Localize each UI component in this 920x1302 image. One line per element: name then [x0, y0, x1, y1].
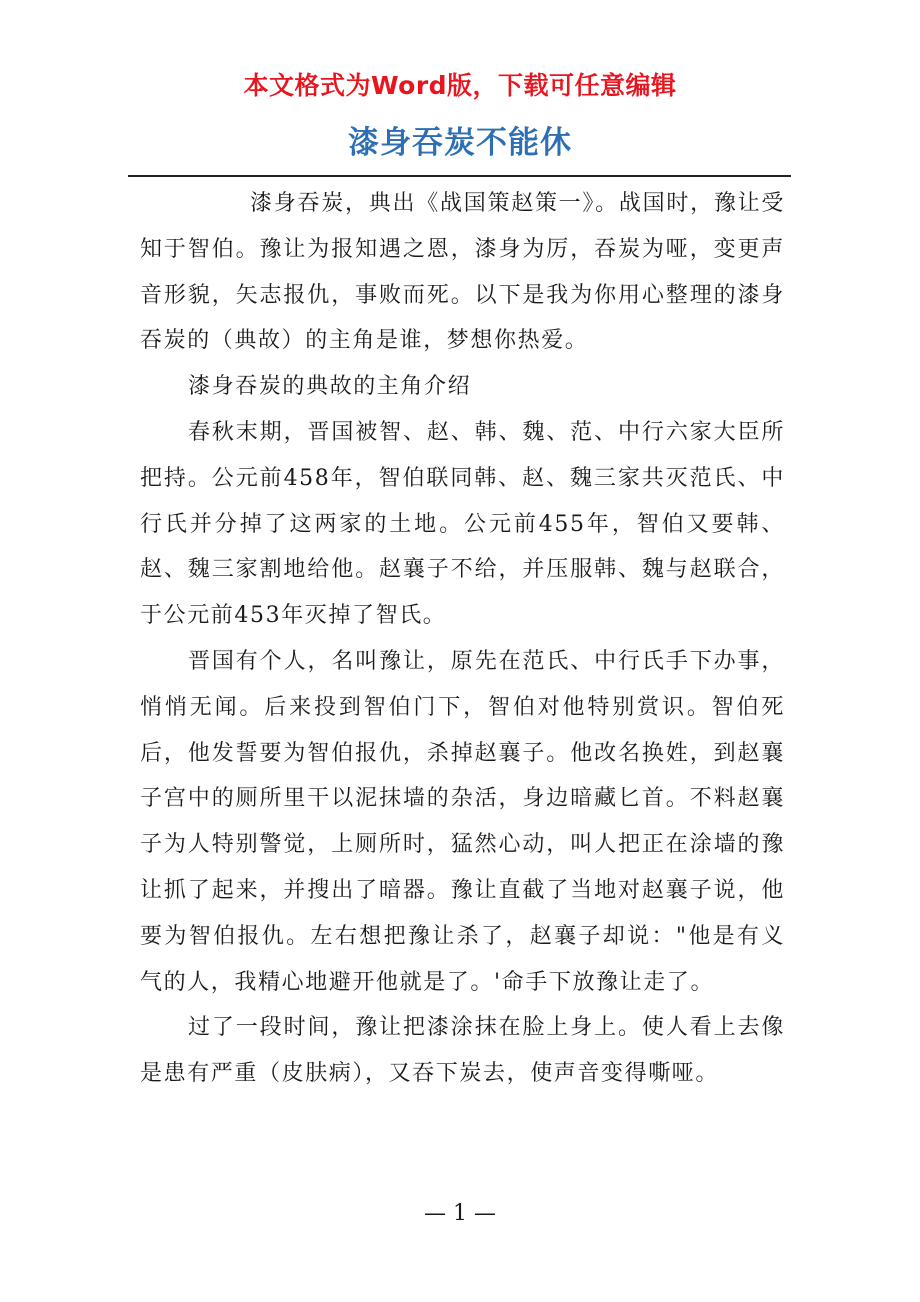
page-number: — 1 — [424, 1201, 496, 1226]
format-banner: 本文格式为Word版，下载可任意编辑 [243, 71, 677, 100]
section-heading: 漆身吞炭的典故的主角介绍 [188, 374, 472, 400]
title-divider [128, 175, 791, 177]
document-body [140, 181, 785, 1097]
document-title: 漆身吞炭不能休 [348, 125, 572, 161]
body-paragraph: 春秋末期，晋国被智、赵、韩、魏、范、中行六家大臣所把持。公元前458年，智伯联同韩、赵、魏三家共灭范氏、中行氏并分掉了这两家的土地。公元前455年，智伯又要韩、赵、魏三家割地给他。赵襄子不给，并压服韩、魏与赵联合，于公元前453年灭掉了智氏。 [140, 419, 785, 629]
body-paragraph: 过了一段时间，豫让把漆涂抹在脸上身上。使人看上去像是患有严重（皮肤病），又吞下炭去，使声音变得嘶哑。 [140, 1015, 785, 1087]
intro-paragraph: 漆身吞炭，典出《战国策赵策一》。战国时，豫让受知于智伯。豫让为报知遇之恩，漆身为厉，吞炭为哑，变更声音形貌，矢志报仇，事败而死。以下是我为你用心整理的漆身吞炭的（典故）的主角是谁，梦想你热爱。 [140, 191, 785, 354]
body-paragraph: 晋国有个人，名叫豫让，原先在范氏、中行氏手下办事，悄悄无闻。后来投到智伯门下，智伯对他特别赏识。智伯死后，他发誓要为智伯报仇，杀掉赵襄子。他改名换姓，到赵襄子宫中的厕所里干以泥抹墙的杂活，身边暗藏匕首。不料赵襄子为人特别警觉，上厕所时，猛然心动，叫人把正在涂墙的豫让抓了起来，并搜出了暗器。豫让直截了当地对赵襄子说，他要为智伯报仇。左右想把豫让杀了，赵襄子却说："他是有义气的人，我精心地避开他就是了。'命手下放豫让走了。 [140, 648, 785, 995]
